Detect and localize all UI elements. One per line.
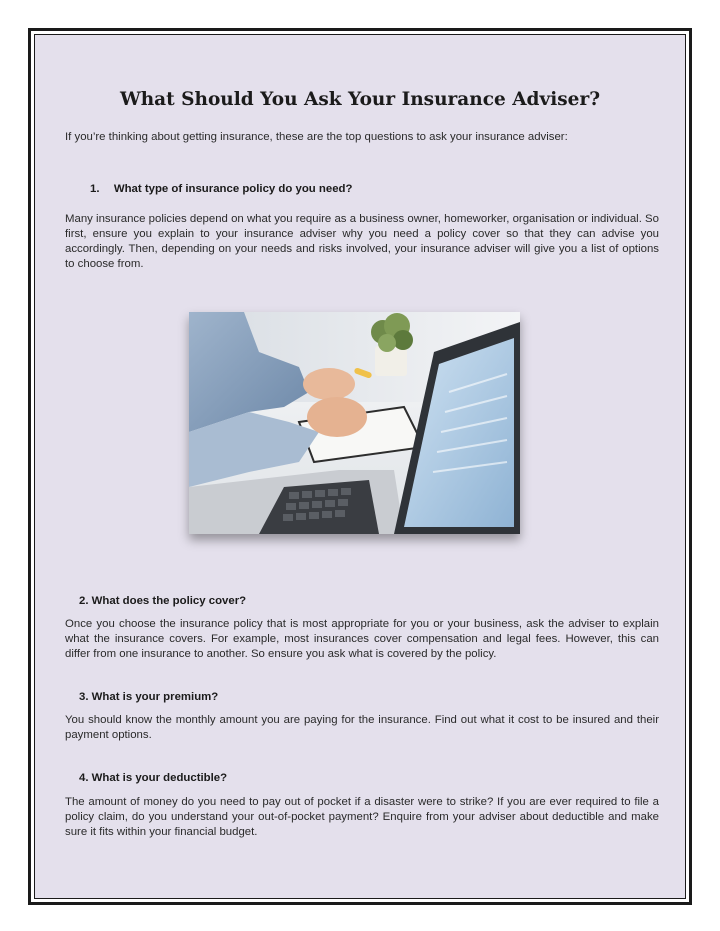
page-border bbox=[28, 28, 692, 905]
section-4-body: The amount of money do you need to pay out of pocket if a disaster were to strike? If you are ever required to file a policy claim, do you understand your out-of-pocket payment? Enquire from your adviser about deductible and make sure it fits within your financial budget. bbox=[65, 796, 659, 838]
section-1-title: What type of insurance policy do you need? bbox=[113, 183, 353, 195]
document-title: What Should You Ask Your Insurance Adviser? bbox=[119, 89, 601, 110]
section-4-heading: 4. What is your deductible? bbox=[79, 772, 228, 784]
section-2-body: Once you choose the insurance policy that is most appropriate for you or your business, ask the adviser to explain what the insurance covers. For example, most insurances cover compensation and legal fees. However, this can differ from one insurance to another. So ensure you ask what is covered by the policy. bbox=[65, 618, 659, 660]
section-3-heading: 3. What is your premium? bbox=[79, 691, 219, 703]
section-1-body: Many insurance policies depend on what you require as a business owner, homeworker, organisation or individual. So first, ensure you explain to your insurance adviser why you need a policy cover so that they can advise you accordingly. Then, depending on your needs and risks involved, your insurance adviser will give you a list of options to choose from. bbox=[65, 213, 659, 270]
page-content bbox=[34, 34, 686, 899]
office-laptop-photo bbox=[189, 312, 520, 534]
section-1-number: 1. bbox=[90, 183, 100, 195]
section-1-heading bbox=[90, 183, 352, 195]
section-3-body: You should know the monthly amount you are paying for the insurance. Find out what it cost to be insured and their payment options. bbox=[65, 714, 659, 741]
intro-paragraph: If you’re thinking about getting insurance, these are the top questions to ask your insurance adviser: bbox=[65, 131, 568, 143]
section-2-heading: 2. What does the policy cover? bbox=[79, 595, 247, 607]
